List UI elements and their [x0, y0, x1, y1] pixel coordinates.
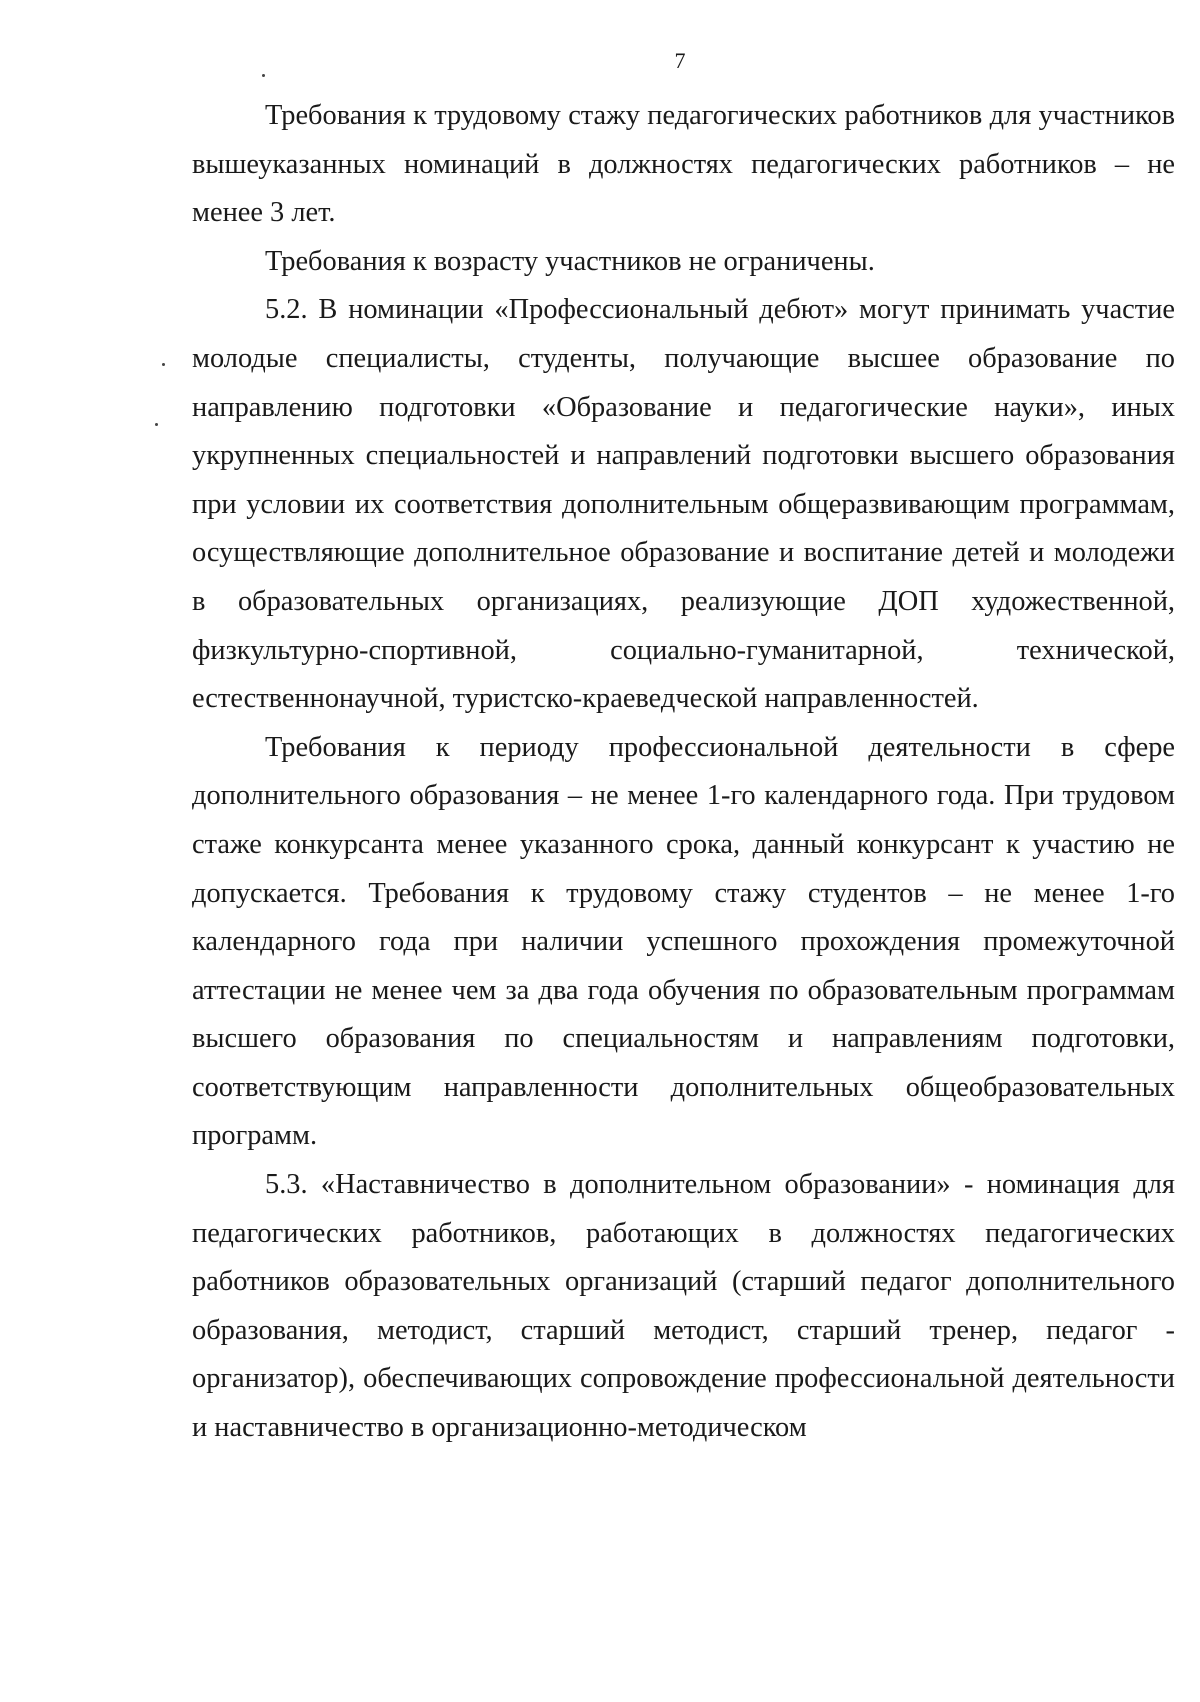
paragraph-section-5-2: 5.2. В номинации «Профессиональный дебют» могут принимать участие молодые специалисты, студенты, получающие высшее образование по направлению подготовки «Образование и педагогические науки», иных укрупненных специальностей и направлений подготовки высшего образования при условии их соответствия дополнительным общеразвивающим программам, осуществляющие дополнительное образование и воспитание детей и молодежи в образовательных организациях, реализующие ДОП художественной, физкультурно-спортивной, социально-гуманитарной, технической, естественнонаучной, туристско-краеведческой направленностей.	[192, 294, 1175, 715]
paragraph-section-5-3: 5.3. «Наставничество в дополнительном образовании» - номинация для педагогических работников, работающих в должностях педагогических работников образовательных организаций (старший педагог дополнительного образования, методист, старший методист, старший тренер, педагог - организатор), обеспечивающих сопровождение профессиональной деятельности и наставничество в организационно-методическом	[192, 1169, 1175, 1444]
paragraph-activity-period-requirements: Требования к периоду профессиональной деятельности в сфере дополнительного образования – не менее 1-го календарного года. При трудовом стаже конкурсанта менее указанного срока, данный конкурсант к участию не допускается. Требования к трудовому стажу студентов – не менее 1-го календарного года при наличии успешного прохождения промежуточной аттестации не менее чем за два года обучения по образовательным программам высшего образования по специальностям и направлениям подготовки, соответствующим направленности дополнительных общеобразовательных программ.	[192, 731, 1175, 1152]
scan-speck	[162, 363, 165, 366]
paragraph-experience-requirements: Требования к трудовому стажу педагогических работников для участников вышеуказанных номинаций в должностях педагогических работников – не менее 3 лет.	[192, 100, 1175, 229]
page-number: 7	[674, 48, 686, 73]
document-body	[192, 92, 1175, 1453]
paragraph-age-requirements: Требования к возрасту участников не ограничены.	[265, 245, 875, 277]
scan-speck	[155, 423, 158, 426]
scan-speck	[262, 74, 265, 77]
